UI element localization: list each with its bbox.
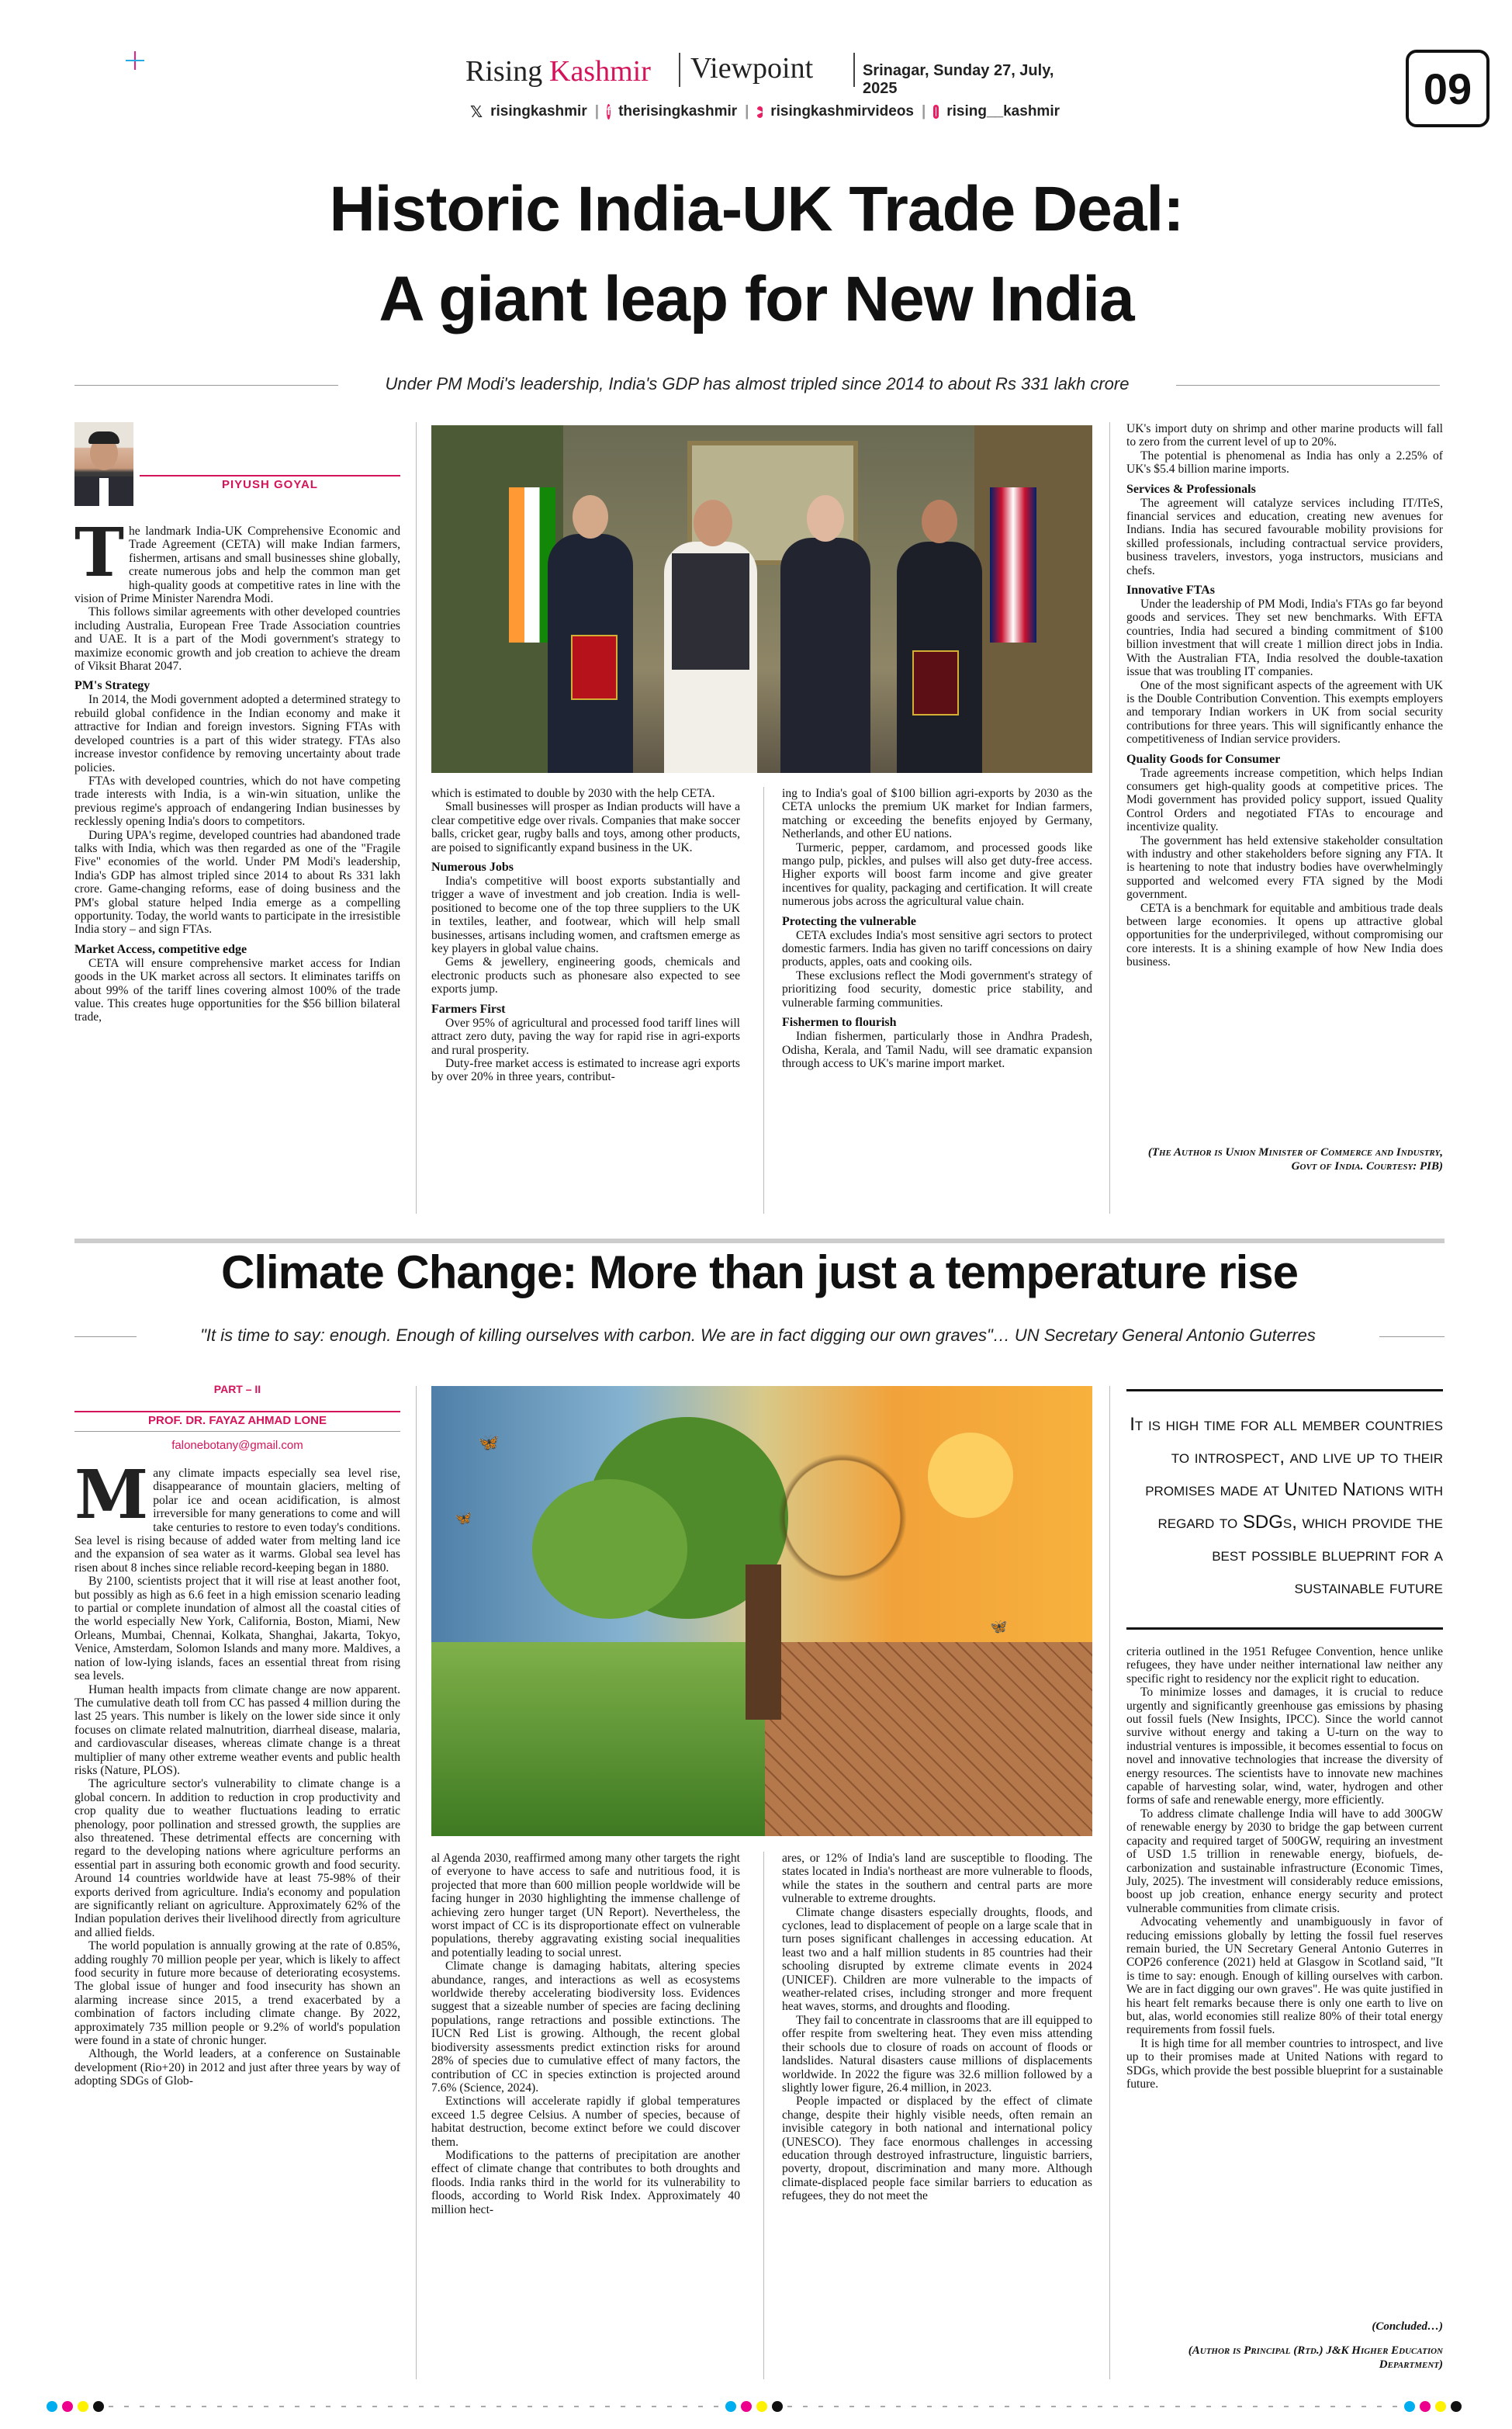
paragraph: Extinctions will accelerate rapidly if global temperatures exceed 1.5 degree Celsius. A number of species, because of habitat destruction, become extinct before we could discover them.	[431, 2095, 740, 2149]
paragraph: Climate change is damaging habitats, altering species abundance, ranges, and interactions as well as ecosystems worldwide thereby accelerating biodiversity loss. Evidences suggest that a sizeable number of species are facing declining populations, range retractions and possible extinctions. The IUCN Red List is growing. Although, the recent global biodiversity assessments predict extinction risks for around 28% of species due to cumulative effect of many factors, the contribution of CC in species extinction is projected around 7.6% (Science, 2024).	[431, 1959, 740, 2095]
article2-col1	[74, 1467, 400, 2375]
page-number: 09	[1423, 64, 1472, 113]
quote-rule-right	[1379, 1336, 1445, 1337]
paragraph: CETA excludes India's most sensitive agri sectors to protect domestic farmers. India has given no tariff concessions on dairy products, apples, oats and cooking oils.	[782, 928, 1092, 969]
article2-credit: (Author is Principal (Rtd.) J&K Higher Education Department)	[1188, 2344, 1443, 2371]
paragraph: The government has held extensive stakeholder consultation with industry and other stakeholders before signing any FTA. It is heartening to note that industry bodies have overwhelmingly supported and welcomed every FTA signed by the Modi government.	[1126, 833, 1443, 902]
paragraph: To address climate challenge India will have to add 300GW of renewable energy by 2030 to bridge the gap between current capacity and required target of 500GW, requiring an investment of USD 1.5 trillion in renewable energy, biofuels, de-carbonization and sustainable infrastructure (Economic Times, July, 2025). The investment will considerably reduce emissions, boost up job creation, enhance energy security and protect vulnerable communities from climate crisis.	[1126, 1807, 1443, 1915]
column-separator	[763, 1852, 764, 2379]
paragraph: Duty-free market access is estimated to increase agri exports by over 20% in three years, contribut-	[431, 1056, 740, 1084]
brand-kashmir: Kashmir	[549, 55, 651, 88]
column-separator	[763, 787, 764, 1214]
quote-rule-left	[74, 1336, 137, 1337]
instagram-icon[interactable]	[933, 105, 939, 119]
column-separator	[416, 422, 417, 1214]
section-title: Viewpoint	[690, 52, 814, 85]
article1-col3	[782, 787, 1092, 1212]
concluded-note: (Concluded…)	[1372, 2320, 1443, 2333]
subhead: Fishermen to flourish	[782, 1016, 897, 1030]
paragraph: ares, or 12% of India's land are susceptible to flooding. The states located in India's northeast are more vulnerable to floods, while the states in the southern and central parts are more vulnerable to extreme droughts.	[782, 1852, 1092, 1906]
headline-line2: A giant leap for New India	[379, 264, 1134, 334]
trade-deal-photo	[431, 425, 1092, 773]
article1-author: PIYUSH GOYAL	[222, 478, 318, 491]
subhead: Quality Goods for Consumer	[1126, 752, 1281, 766]
article2-quote: "It is time to say: enough. Enough of killing ourselves with carbon. We are in fact digging our own graves"… UN Secretary General Antonio Guterres	[200, 1325, 1316, 1345]
article2-col2	[431, 1852, 740, 2375]
headline-line1: Historic India-UK Trade Deal:	[329, 174, 1184, 244]
author2-rule	[74, 1411, 400, 1412]
author2-rule-bottom	[74, 1431, 400, 1432]
column-separator	[416, 1386, 417, 2379]
paragraph: Trade agreements increase competition, which helps Indian consumers get high-quality goods at competitive prices. The Modi government has provided policy support, issued Quality Control Orders and negotiated FTAs to encourage and incentivize quality.	[1126, 766, 1443, 834]
article2-headline: Climate Change: More than just a temperature rise	[220, 1246, 1298, 1298]
article1-headline	[78, 165, 1435, 345]
pullquote-box	[1126, 1389, 1443, 1630]
paragraph: CETA will ensure comprehensive market access for Indian goods in the UK market across all sectors. It eliminates tariffs on about 99% of the tariff lines covering almost 100% of the trade value. This creates huge opportunities for the $56 billion bilateral trade,	[74, 956, 400, 1024]
brand-rising: Rising	[465, 55, 543, 88]
paragraph: This follows similar agreements with other developed countries including Australia, European Free Trade Association countries and UAE. It is a part of the Modi government's strategy to maximize economic growth and job creation to achieve the dream of Viksit Bharat 2047.	[74, 605, 400, 674]
subhead: Farmers First	[431, 1002, 506, 1016]
paragraph: The agreement will catalyze services including IT/ITeS, financial services and education, creating new avenues for Indians. India has secured favourable mobility provisions for skilled professionals, including contractual service providers, business travelers, investors, yoga instructors, musicians and chefs.	[1126, 496, 1443, 577]
youtube-icon[interactable]: ▶	[756, 107, 763, 116]
article1-col4	[1126, 422, 1443, 1136]
paragraph: Gems & jewellery, engineering goods, chemicals and electronic products such as phonesare also expected to see exports jump.	[431, 955, 740, 996]
paragraph: CETA is a benchmark for equitable and ambitious trade deals between large economies. It opens up attractive global opportunities for the underprivileged, without compromising our core interests. It is a shining example of how New India does business.	[1126, 901, 1443, 969]
paragraph: They fail to concentrate in classrooms that are ill equipped to offer respite from sweltering heat. They even miss attending their schools due to closure of roads on account of floods or landslides. Natural disasters cause millions of displacements worldwide. In 2022 the figure was 32.6 million followed by a slightly lower figure, 26.4 million, in 2023.	[782, 2013, 1092, 2095]
drop-cap: T	[74, 525, 124, 592]
paragraph: These exclusions reflect the Modi government's strategy of prioritizing food security, domestic price stability, and vulnerable farming communities.	[782, 968, 1092, 1010]
paragraph: It is high time for all member countries to introspect, and live up to their promises made at United Nations with regard to SDGs, which provide the best possible blueprint for a sustainable future.	[1126, 2036, 1443, 2091]
paragraph: Modifications to the patterns of precipitation are another effect of climate change that contributes to both droughts and floods. India ranks third in the world for its vulnerability to floods, according to World Risk Index. Approximately 40 million hect-	[431, 2148, 740, 2216]
climate-tree-image: 🦋 🦋 🦋	[431, 1386, 1092, 1836]
paragraph: One of the most significant aspects of the agreement with UK is the Double Contribution Convention. This exempts employers and temporary Indian workers in UK from social security contributions for three years. This will significantly enhance the competitiveness of Indian service providers.	[1126, 678, 1443, 747]
page-number-box	[1406, 50, 1490, 127]
paragraph: Over 95% of agricultural and processed food tariff lines will attract zero duty, paving the way for rapid rise in agri-exports and rural prosperity.	[431, 1016, 740, 1057]
paragraph: which is estimated to double by 2030 with the help CETA.	[431, 787, 715, 800]
paragraph: To minimize losses and damages, it is crucial to reduce urgently and significantly greenhouse gas emissions by phasing out fossil fuels (New Insights, IPCC). Since the world cannot survive without energy and taking a U-turn on the way to industrial ventures is impossible, it becomes essential to focus on novel and innovative technologies that increase the diversity of energy resources. The scientists have to innovate new machines capable of harvesting solar, wind, water, hydrogen and other forms of safe and renewable energy, more efficiently.	[1126, 1686, 1443, 1807]
subhead: Innovative FTAs	[1126, 584, 1215, 598]
social-handle-facebook[interactable]: therisingkashmir	[618, 103, 738, 120]
paragraph: By 2100, scientists project that it will rise at least another foot, but possibly as high as 6.6 feet in a high emission scenario leading to partial or complete inundation of almost all the coastal cities of the world especially New York, California, Boston, Miami, New Orleans, Mumbai, Chennai, Kolkata, Shanghai, Jakarta, Tokyo, Venice, Amsterdam, Solomon Islands and many more. Maldives, a nation of low-lying islands, faces an essential threat from rising sea levels.	[74, 1575, 400, 1683]
color-registration-bar	[47, 2398, 1466, 2415]
paragraph: In 2014, the Modi government adopted a determined strategy to rebuild global confidence in the Indian economy and make it attractive for Indian and foreign investors. Signing FTAs with developed countries is a part of this wider strategy. FTAs also increase investor confidence by removing uncertainty about trade policies.	[74, 693, 400, 774]
subhead: Market Access, competitive edge	[74, 942, 247, 956]
social-handle-x[interactable]: risingkashmir	[490, 103, 587, 120]
masthead	[465, 50, 1086, 97]
social-handle-youtube[interactable]: risingkashmirvideos	[770, 103, 914, 120]
column-separator	[1109, 422, 1110, 1214]
drop-cap: M	[74, 1467, 149, 1534]
paragraph: Climate change disasters especially droughts, floods, and cyclones, lead to displacement of people on a large scale that in turn poses significant challenges in accessing education. At least two and a half million students in 85 countries had their schooling disrupted by extreme climate events in 2024 (UNICEF). Children are more vulnerable to the impacts of weather-related crises, including stronger and more frequent heat waves, storms, and droughts and flooding.	[782, 1905, 1092, 2014]
subhead: Numerous Jobs	[431, 861, 514, 875]
paragraph: al Agenda 2030, reaffirmed among many other targets the right of everyone to have access to safe and nutritious food, it is projected that more than 600 million people worldwide will be facing hunger in 2030 highlighting the immense challenge of achieving zero hunger target (UN Report). Nevertheless, the worst impact of CC is its disproportionate effect on vulnerable populations, thereby aggravating existing social inequalities and potentially leading to social unrest.	[431, 1852, 740, 1959]
article2-col4	[1126, 1645, 1443, 2313]
paragraph: The world population is annually growing at the rate of 0.85%, adding roughly 70 million people per year, which is likely to affect food security in future more because of deteriorating ecosystems. The global issue of hunger and food insecurity has shown an alarming increase since 2015, a trend exacerbated by a combination of factors including climate change. By 2022, approximately 735 million people or 9.2% of world's population were found in a state of chronic hunger.	[74, 1939, 400, 2048]
paragraph: Small businesses will prosper as Indian products will have a clear competitive edge over rivals. Companies that make soccer balls, cricket gear, rugby balls and toys, among other products, are poised to significantly expand business in the UK.	[431, 800, 740, 854]
subhead: PM's Strategy	[74, 679, 151, 693]
paragraph: UK's import duty on shrimp and other marine products will fall to zero from the current level of up to 20%.	[1126, 422, 1443, 449]
paragraph: India's competitive will boost exports substantially and trigger a wave of investment and job creation. India is well-positioned to become one of the top three suppliers to the UK in textiles, leather, and footwear, which will help small businesses, artisans including women, and craftsmen emerge as key players in global value chains.	[431, 875, 740, 956]
article1-col1	[74, 525, 400, 1212]
article1-col2	[431, 787, 740, 1212]
article1-standfirst: Under PM Modi's leadership, India's GDP has almost tripled since 2014 to about Rs 331 lakh crore	[385, 374, 1130, 393]
standfirst-rule-left	[74, 385, 338, 386]
paragraph: Although, the World leaders, at a conference on Sustainable development (Rio+20) in 2012 and just after three years by way of adopting SDGs of Glob-	[74, 2047, 400, 2088]
paragraph: During UPA's regime, developed countries had abandoned trade talks with India, which was then regarded as one of the "Fragile Five" economies of the world. Under PM Modi's leadership, India's GDP has almost tripled since 2014 to about Rs 331 lakh crore. Game-changing reforms, ease of doing business and the PM's global stature helped India emerge as a compelling opportunity. Today, the world wants to participate in the irresistible India story – and sign FTAs.	[74, 828, 400, 937]
article2-author: PROF. DR. FAYAZ AHMAD LONE	[147, 1414, 327, 1427]
paragraph: any climate impacts especially sea level rise, disappearance of mountain glaciers, melting of polar ice and ocean acidification, is almost irreversible for many generations to come and will take centuries to restore to even today's conditions. Sea level is rising because of added water from melting land ice and the expansion of sea water as it warms. Global sea level has risen about 8 inches since reliable record-keeping began in 1880.	[74, 1467, 400, 1575]
column-separator	[1109, 1386, 1110, 2379]
article2-col3	[782, 1852, 1092, 2375]
x-icon[interactable]: 𝕏	[470, 103, 483, 121]
paragraph: Under the leadership of PM Modi, India's FTAs go far beyond goods and services. They set new benchmarks. With EFTA countries, India had secured a binding commitment of $100 billion investment that will create 1 million direct jobs in India. With the Australian FTA, India resolved the double-taxation issue that was troubling IT companies.	[1126, 598, 1443, 679]
author-email[interactable]: falonebotany@gmail.com	[171, 1439, 303, 1452]
article1-credit: (The Author is Union Minister of Commerce and Industry, Govt of India. Courtesy: PIB)	[1147, 1146, 1443, 1173]
subhead: Protecting the vulnerable	[782, 914, 917, 928]
social-handle-instagram[interactable]: rising__kashmir	[946, 103, 1060, 120]
facebook-icon[interactable]: f	[607, 105, 611, 118]
standfirst-rule-right	[1176, 385, 1440, 386]
paragraph: Indian fishermen, particularly those in Andhra Pradesh, Odisha, Kerala, and Tamil Nadu, will see dramatic expansion through access to UK's marine import market.	[782, 1030, 1092, 1070]
paragraph: People impacted or displaced by the effect of climate change, despite their highly visible needs, often remain an invisible category in both national and international policy (UNESCO). They face enormous challenges in accessing education through destroyed infrastructure, linguistic barriers, poverty, dropout, discrimination and many more. Although climate-displaced people face similar barriers to education as refugees, they do not meet the	[782, 2095, 1092, 2203]
author-photo	[74, 422, 133, 506]
article2-part: PART – II	[213, 1383, 261, 1395]
paragraph: Turmeric, pepper, cardamom, and processed goods like mango pulp, pickles, and pulses will also get duty-free access. Higher exports will boost farm income and give greater incentives for quality, packaging and certification. It will create numerous jobs across the agricultural value chain.	[782, 840, 1092, 909]
paragraph: Advocating vehemently and unambiguously in favor of reducing emissions globally by letting the fossil fuel reserves remain buried, the UN Secretary General Antonio Guterres in COP26 conference (2021) held at Glasgow in Scotland said, "It is time to say: enough. Enough of killing ourselves with carbon. We are in fact digging our own graves". He was quite justified in his heart felt remarks because there is only one earth to live on but, alas, world economies still realize 80% of their total energy requirements from fossil fuels.	[1126, 1915, 1443, 2037]
dateline: Srinagar, Sunday 27, July, 2025	[863, 62, 1054, 97]
subhead: Services & Professionals	[1126, 482, 1256, 496]
paragraph: The agriculture sector's vulnerability to climate change is a global concern. In addition to reduction in crop productivity and crop quality due to weather fluctuations leading to erratic phenology, poor pollination and stressed growth, the supplies are also threatened. These detrimental effects are concerning with regard to the developing nations where agriculture performs an essential part in assuring both economic growth and food security. Around 14 countries worldwide have at least 75-98% of their exports derived from agriculture. India's economy and population are significantly reliant on agriculture. Approximately 62% of the Indian population derives their livelihood directly from agriculture and allied fields.	[74, 1777, 400, 1939]
paragraph: ing to India's goal of $100 billion agri-exports by 2030 as the CETA unlocks the premium UK market for Indian farmers, matching or exceeding the benefits enjoyed by Germany, Netherlands, and other EU nations.	[782, 787, 1092, 841]
social-bar: 𝕏 risingkashmir | f therisingkashmir | ▶ risingkashmirvideos | rising__kashmir	[470, 103, 1060, 121]
paragraph: FTAs with developed countries, which do not have competing trade interests with India, is a win-win situation, unlike the previous regime's approach of endangering Indian businesses by recklessly opening India's doors to competitors.	[74, 774, 400, 829]
paragraph: The potential is phenomenal as India has only a 2.25% of UK's $5.4 billion marine imports.	[1126, 449, 1443, 476]
paragraph: he landmark India-UK Comprehensive Economic and Trade Agreement (CETA) will make Indian farmers, fishermen, artisans and small businesses shine globally, create numerous jobs and help the common man get high-quality goods at competitive rates in line with the vision of Prime Minister Narendra Modi.	[74, 525, 400, 606]
paragraph: criteria outlined in the 1951 Refugee Convention, hence unlike refugees, they have under neither international law neither any specific right to residency nor the explicit right to education.	[1126, 1645, 1443, 1686]
paragraph: Human health impacts from climate change are now apparent. The cumulative death toll from CC has passed 4 million during the last 25 years. This number is likely on the lower side since it only focuses on climate related malnutrition, diarrheal disease, malaria, and cardiovascular diseases, whereas climate change is a threat multiplier of many other extreme weather events and public health risks (Nature, PLOS).	[74, 1682, 400, 1777]
registration-mark	[126, 51, 144, 70]
pullquote-text: It is high time for all member countries to introspect, and live up to their promises made at United Nations with regard to SDGs, which provide the best possible blueprint for a sustainable future	[1130, 1414, 1443, 1598]
